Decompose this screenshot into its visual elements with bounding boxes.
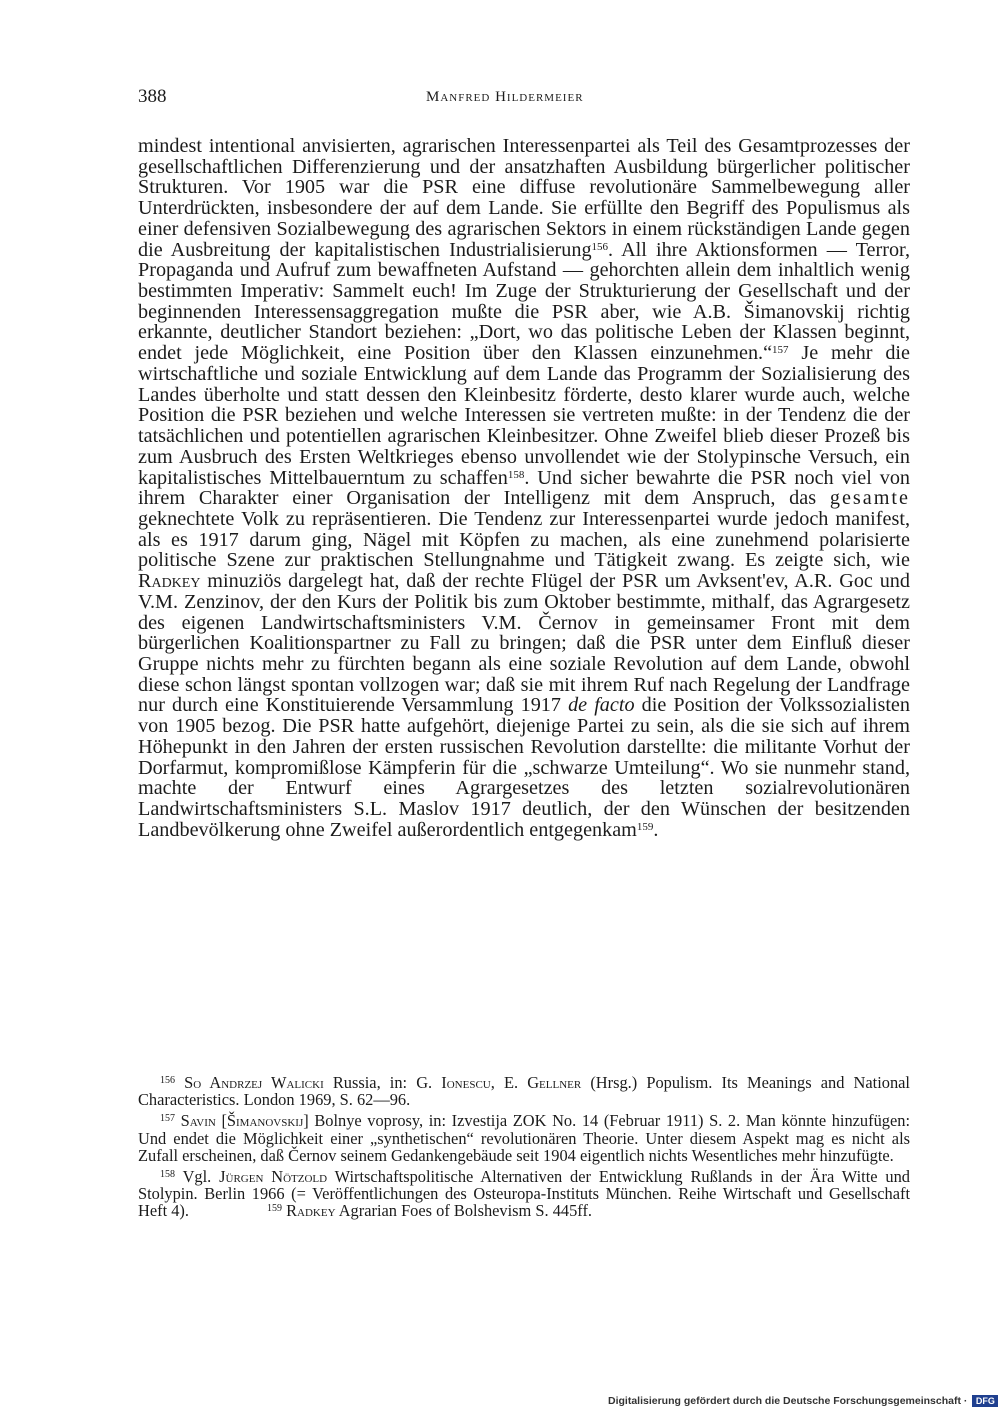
running-head: Manfred Hildermeier bbox=[426, 89, 584, 105]
footnote-text: , E. bbox=[490, 1073, 528, 1092]
footnote-157 bbox=[138, 1112, 910, 1164]
italic-term: de facto bbox=[568, 694, 635, 717]
footnote-number: 159 bbox=[266, 1203, 282, 1215]
emphasized-word: gesamte bbox=[829, 487, 910, 510]
footnote-text: (Hrsg.) Populism. Its Meanings and National Characteristics. London 1969, S. 62—96. bbox=[138, 1073, 910, 1110]
footnote-author: Savin bbox=[180, 1111, 216, 1131]
footnote-author: Jürgen Nötzold bbox=[219, 1167, 328, 1187]
author-name: Radkey bbox=[138, 570, 201, 593]
footnote-number: 156 bbox=[160, 1075, 175, 1086]
text-segment: geknechtete Volk zu repräsentieren. Die Tendenz zur Interessenpartei wurde jedoch manifest, als es 1917 darum ging, Nägel mit Köpfen zu machen, als eine zunehmend polarisierte politische Szene zur praktischen Stellungnahme und Tätigkeit zwang. Es zeigte sich, wie bbox=[138, 507, 910, 572]
paragraph bbox=[138, 136, 910, 840]
footnote-158 bbox=[138, 1168, 910, 1220]
footnote-text: ] Bolnye voprosy, in: Izvestija ZOK No. 14 (Februar 1911) S. 2. Man könnte hinzufügen: Und endet die Möglichkeit einer „synthetischen“ revolutionären Theorie. Unter diesem Aspekt mag es nicht als Zufall erscheinen, daß Černov seinem Gedankengebäude seit 1904 eigentlich nichts Wesentliches mehr hinzufügte. bbox=[138, 1111, 910, 1165]
footnote-text: [ bbox=[215, 1111, 227, 1131]
footnote-text: Russia, in: G. bbox=[323, 1073, 442, 1092]
footnotes bbox=[138, 1074, 910, 1224]
text-segment: minuziös dargelegt hat, daß der rechte Flügel der PSR um Avksent'ev, A.R. Goc und V.M. Zenzinov, der den Kurs der Politik bis zum Oktober bestimmte, mithalf, das Agrargesetz des eigenen Landwirtschaftsministers V.M. Černov in gemeinsamer Front mit dem bürgerlichen Koalitionspartner zu Fall zu bringen; daß die PSR unter dem Einfluß dieser Gruppe nichts mehr zu fürchten begann als eine soziale Revolution auf dem Lande, obwohl diese schon längst spontan vollzogen war; daß sie mit ihrem Ruf nach Regelung der Landfrage nur durch eine Konstituierende Versammlung 1917 bbox=[138, 570, 910, 717]
footnote-ref-158[interactable]: 158 bbox=[507, 468, 525, 481]
text-segment: . All ihre Aktionsformen — Terror, Propaganda und Aufruf zum bewaffneten Aufstand — gehorchten allein dem inhaltlich wenig bestimmten Imperativ: Sammelt euch! Im Zuge der Strukturierung der Gesellschaft und der beginnenden Interessensaggregation mußte die PSR aber, wie A.B. Šimanovskij richtig erkannte, deutlicher Standort beziehen: „Dort, wo das politische Leben der Klassen beginnt, endet jede Möglichkeit, eine Position über den Klassen einzunehmen.“ bbox=[138, 238, 910, 365]
footnote-ref-159[interactable]: 159 bbox=[636, 820, 654, 833]
footnote-author: Šimanovskij bbox=[226, 1111, 304, 1131]
text-segment: . bbox=[653, 818, 659, 841]
footnote-number: 157 bbox=[160, 1113, 175, 1125]
page-header bbox=[138, 86, 910, 116]
footnote-159 bbox=[267, 1202, 592, 1219]
text-segment: . Und sicher bewahrte die PSR noch viel von ihrem Charakter einer Organisation der Intelligenz mit dem Anspruch, das bbox=[138, 466, 911, 510]
page-number: 388 bbox=[138, 86, 167, 107]
footnote-number: 158 bbox=[160, 1169, 175, 1181]
digitization-credit bbox=[608, 1393, 998, 1409]
footnote-author: Gellner bbox=[527, 1073, 582, 1092]
text-segment: mindest intentional anvisierten, agrarischen Interessenpartei als Teil des Gesamtprozesses der gesellschaftlichen Differenzierung und der ansatzhaften Ausbildung bürgerlicher politischer Strukturen. Vor 1905 war die PSR eine diffuse revolutionäre Sammelbewegung aller Unterdrückten, insbesondere der auf dem Lande. Sie erfüllte den Begriff des Populismus als einer defensiven Sozialbewegung des agrarischen Sektors in einem rückständigen Lande gegen die Ausbreitung der kapitalistischen Industrialisierung bbox=[138, 135, 910, 261]
footnote-156 bbox=[138, 1074, 910, 1108]
text-segment: Je mehr die wirtschaftliche und soziale Entwicklung auf dem Lande das Programm der Sozialisierung des Landes überholte und statt dessen den Kleinbesitz förderte, desto klarer wurde auch, welche Position die PSR beziehen und welche Interessen sie vertreten mußte: in der Tendenz die der tatsächlichen und potentiellen agrarischen Kleinbesitzer. Ohne Zweifel blieb dieser Prozeß bis zum Ausbruch des Ersten Weltkrieges ebenso unvollendet wie der Stolypinsche Versuch, ein kapitalistisches Mittelbauerntum zu schaffen bbox=[138, 342, 910, 489]
credit-text: Digitalisierung gefördert durch die Deutsche Forschungsgemeinschaft · bbox=[608, 1395, 968, 1407]
footnote-text: Vgl. bbox=[182, 1167, 220, 1187]
footnote-author: So Andrzej Walicki bbox=[184, 1073, 324, 1092]
footnote-ref-157[interactable]: 157 bbox=[772, 344, 789, 357]
main-text bbox=[138, 136, 910, 840]
footnote-author: Radkey bbox=[286, 1201, 336, 1221]
dfg-logo-icon: DFG bbox=[972, 1395, 998, 1407]
footnote-text: Agrarian Foes of Bolshevism S. 445ff. bbox=[335, 1201, 593, 1221]
footnote-text: Wirtschaftspolitische Alternativen der Entwicklung Rußlands in der Ära Witte und Stolypin. Berlin 1966 (= Veröffentlichungen des Osteuropa-Instituts München. Reihe Wirtschaft und Gesellschaft Heft 4). bbox=[138, 1167, 910, 1221]
footnote-author: Ionescu bbox=[441, 1073, 491, 1092]
footnote-ref-156[interactable]: 156 bbox=[591, 240, 609, 253]
text-segment: die Position der Volkssozialisten von 1905 bezog. Die PSR hatte aufgehört, diejenige Partei zu sein, als die sie sich auf ihrem Höhepunkt in den Jahren der ersten russischen Revolution darstellte: die militante Vorhut der Dorfarmut, kompromißlose Kämpferin für die „schwarze Umteilung“. Wo sie nunmehr stand, machte der Entwurf eines Agrargesetzes des letzten sozialrevolutionären Landwirtschaftsministers S.L. Maslov 1917 deutlich, der den Wünschen der besitzenden Landbevölkerung ohne Zweifel außerordentlich entgegenkam bbox=[138, 694, 910, 841]
